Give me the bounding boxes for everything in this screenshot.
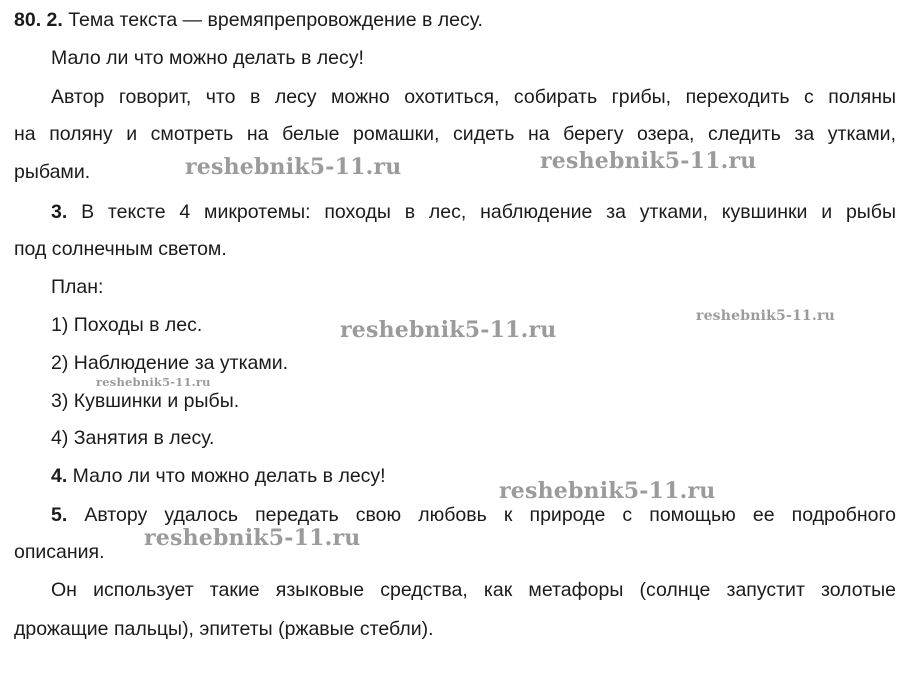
item-number: 5. [51, 504, 68, 526]
watermark: reshebnik5-11.ru [696, 308, 835, 324]
topic-text: Тема текста — времяпрепровождение в лесу. [62, 9, 483, 31]
plan-item-1: 1) Походы в лес. [51, 314, 203, 336]
watermark: reshebnik5-11.ru [540, 148, 757, 174]
item-number: 4. [51, 465, 68, 487]
item-number: 3. [51, 201, 68, 223]
language-means-line-2: дрожащие пальцы), эпитеты (ржавые стебли). [14, 618, 434, 640]
answer-2-line [14, 8, 896, 32]
main-idea-text: Мало ли что можно делать в лесу! [67, 465, 386, 487]
answer-3-line-2: под солнечным светом. [14, 238, 227, 260]
exercise-number: 80. [14, 9, 42, 31]
author-success-text: Автору удалось передать свою любовь к природе с помощью ее подробного [67, 504, 896, 526]
author-line-2: на поляну и смотреть на белые ромашки, сидеть на берегу озера, следить за утками, [14, 123, 896, 145]
answer-4-line [51, 464, 896, 488]
answer-5-line-2: описания. [14, 541, 105, 563]
item-number: 2. [46, 9, 63, 31]
watermark: reshebnik5-11.ru [340, 317, 557, 343]
watermark: reshebnik5-11.ru [499, 478, 716, 504]
plan-title: План: [51, 276, 104, 298]
answer-3-line-1 [51, 200, 896, 224]
watermark: reshebnik5-11.ru [144, 525, 361, 551]
answer-5-line-1 [51, 503, 896, 527]
watermark: reshebnik5-11.ru [185, 154, 402, 180]
watermark: reshebnik5-11.ru [96, 375, 211, 389]
plan-item-3: 3) Кувшинки и рыбы. [51, 390, 240, 412]
author-line-1: Автор говорит, что в лесу можно охотиться, собирать грибы, переходить с поляны [51, 86, 896, 108]
plan-item-4: 4) Занятия в лесу. [51, 427, 215, 449]
idea-line: Мало ли что можно делать в лесу! [51, 47, 364, 69]
author-line-3: рыбами. [14, 161, 91, 183]
plan-item-2: 2) Наблюдение за утками. [51, 352, 289, 374]
language-means-line-1: Он использует такие языковые средства, как метафоры (солнце запустит золотые [51, 579, 896, 601]
microtopics-text: В тексте 4 микротемы: походы в лес, наблюдение за утками, кувшинки и рыбы [67, 201, 896, 223]
